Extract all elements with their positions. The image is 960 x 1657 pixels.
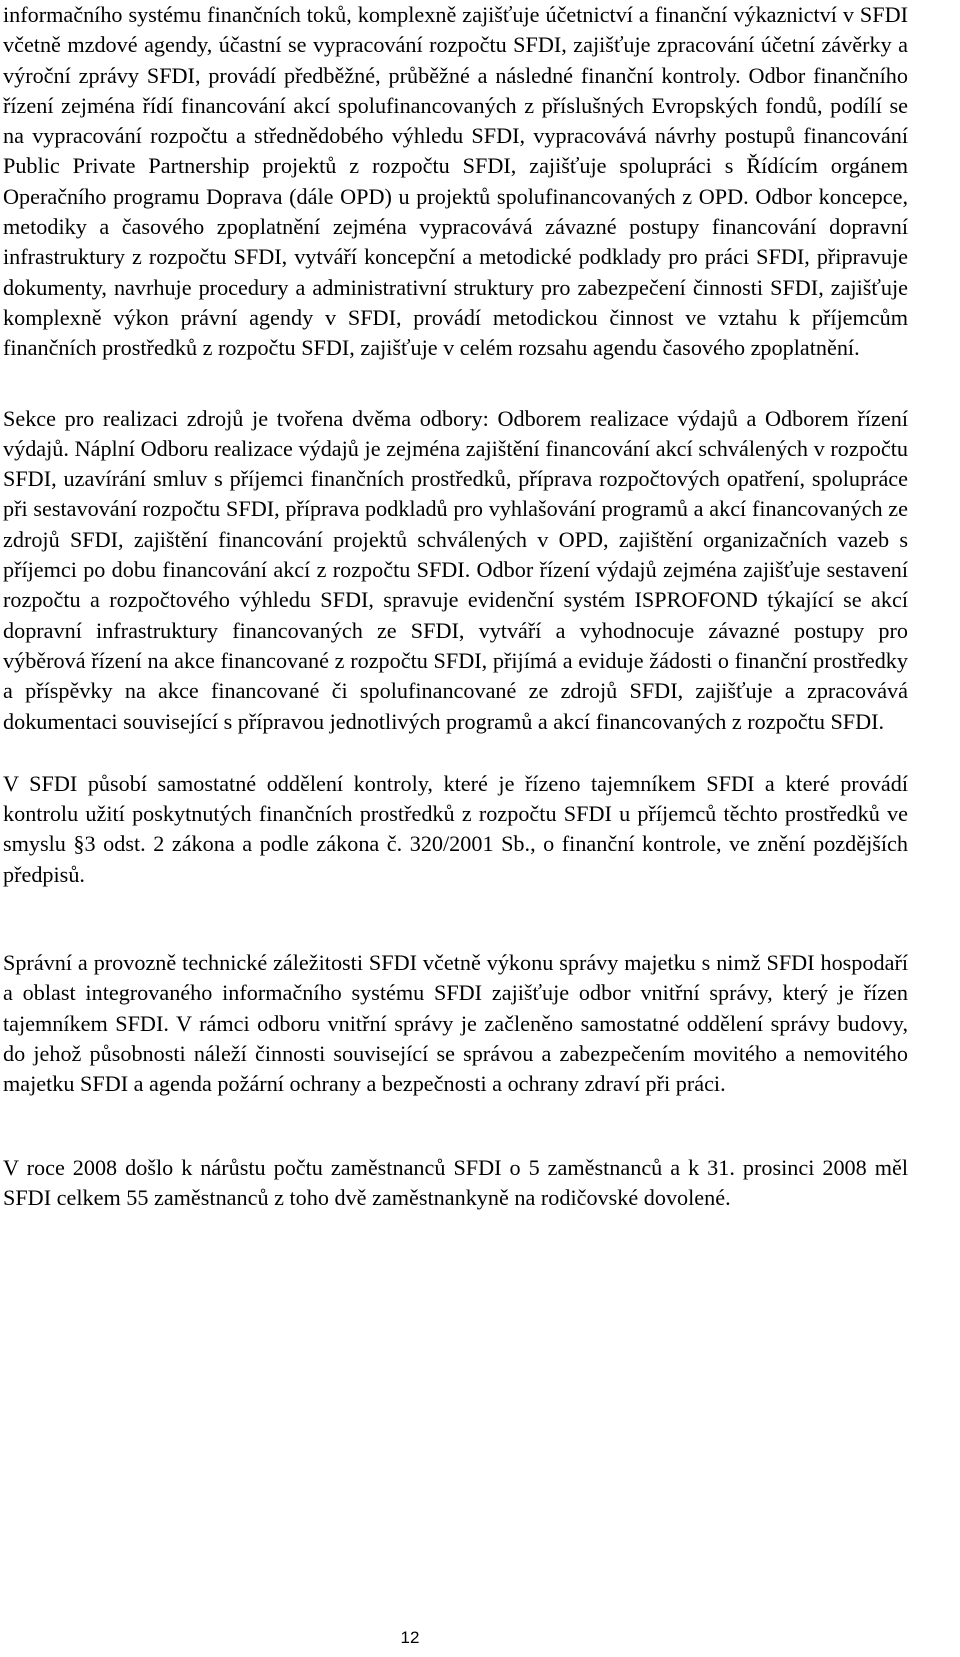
paragraph-financial-departments: informačního systému finančních toků, komplexně zajišťuje účetnictví a finanční výkaznictví v SFDI včetně mzdové agendy, účastní se vypracování rozpočtu SFDI, zajišťuje zpracování účetní závěrky a výroční zprávy SFDI, provádí předběžné, průběžné a následné finanční kontroly. Odbor finančního řízení zejména řídí financování akcí spolufinancovaných z příslušných Evropských fondů, podílí se na vypracování rozpočtu a střednědobého výhledu SFDI, vypracovává návrhy postupů financování Public Private Partnership projektů z rozpočtu SFDI, zajišťuje spolupráci s Řídícím orgánem Operačního programu Doprava (dále OPD) u projektů spolufinancovaných z OPD. Odbor koncepce, metodiky a časového zpoplatnění zejména vypracovává závazné postupy financování dopravní infrastruktury z rozpočtu SFDI, vytváří koncepční a metodické podklady pro práci SFDI, připravuje dokumenty, navrhuje procedury a administrativní struktury pro zabezpečení činnosti SFDI, zajišťuje komplexně výkon právní agendy v SFDI, provádí metodickou činnost ve vztahu k příjemcům finančních prostředků z rozpočtu SFDI, zajišťuje v celém rozsahu agendu časového zpoplatnění. — [3, 2, 908, 361]
paragraph-internal-administration: Správní a provozně technické záležitosti SFDI včetně výkonu správy majetku s nimž SFDI hospodaří a oblast integrovaného informačního systému SFDI zajišťuje odbor vnitřní správy, který je řízen tajemníkem SFDI. V rámci odboru vnitřní správy je začleněno samostatné oddělení správy budovy, do jehož působnosti náleží činnosti související se správou a zabezpečením movitého a nemovitého majetku SFDI a agenda požární ochrany a bezpečnosti a ochrany zdraví při práci. — [3, 950, 908, 1097]
page-number: 12 — [400, 1628, 420, 1647]
paragraph-control-department: V SFDI působí samostatné oddělení kontroly, které je řízeno tajemníkem SFDI a které provádí kontrolu užití poskytnutých finančních prostředků z rozpočtu SFDI u příjemců těchto prostředků ve smyslu §3 odst. 2 zákona a podle zákona č. 320/2001 Sb., o finanční kontrole, ve znění pozdějších předpisů. — [3, 770, 908, 887]
paragraph-resources-section: Sekce pro realizaci zdrojů je tvořena dvěma odbory: Odborem realizace výdajů a Odborem řízení výdajů. Náplní Odboru realizace výdajů je zejména zajištění financování akcí schválených v rozpočtu SFDI, uzavírání smluv s příjemci finančních prostředků, příprava rozpočtových opatření, spolupráce při sestavování rozpočtu SFDI, příprava podkladů pro vyhlašování programů a akcí financovaných ze zdrojů SFDI, zajištění financování projektů schválených v OPD, zajištění organizačních vazeb s příjemci po dobu financování akcí z rozpočtu SFDI. Odbor řízení výdajů zejména zajišťuje sestavení rozpočtu a rozpočtového výhledu SFDI, spravuje evidenční systém ISPROFOND týkající se akcí dopravní infrastruktury financovaných ze SFDI, vytváří a vyhodnocuje závazné postupy pro výběrová řízení na akce financované z rozpočtu SFDI, přijímá a eviduje žádosti o finanční prostředky a příspěvky na akce financované či spolufinancované ze zdrojů SFDI, zajišťuje a zpracovává dokumentaci související s přípravou jednotlivých programů a akcí financovaných z rozpočtu SFDI. — [3, 405, 908, 734]
document-page — [3, 0, 908, 1213]
paragraph-employees: V roce 2008 došlo k nárůstu počtu zaměstnanců SFDI o 5 zaměstnanců a k 31. prosinci 2008 měl SFDI celkem 55 zaměstnanců z toho dvě zaměstnankyně na rodičovské dovolené. — [3, 1154, 908, 1210]
